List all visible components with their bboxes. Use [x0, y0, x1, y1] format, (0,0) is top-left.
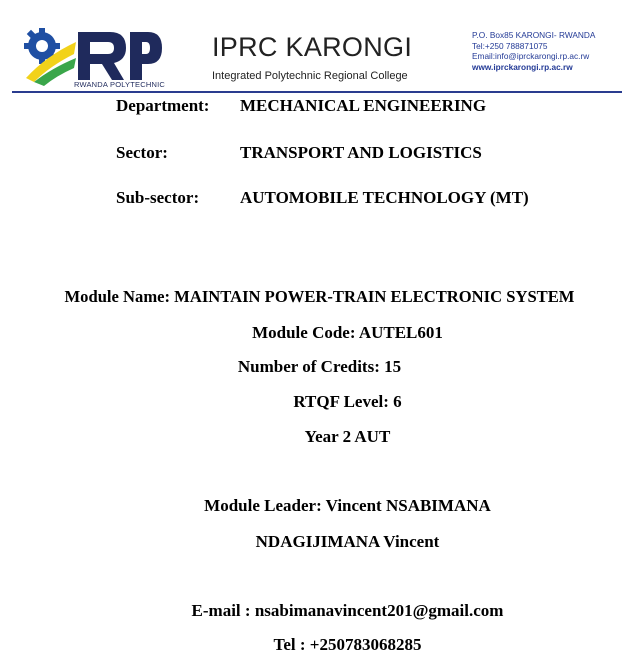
module-leader-second: NDAGIJIMANA Vincent — [255, 532, 440, 551]
module-leader: Module Leader: Vincent NSABIMANA — [204, 496, 491, 515]
logo-caption: RWANDA POLYTECHNIC — [74, 80, 165, 89]
institution-name: IPRC KARONGI — [212, 32, 413, 62]
department-label: Department: — [116, 96, 210, 115]
module-credits: Number of Credits: 15 — [237, 357, 402, 376]
department-value: MECHANICAL ENGINEERING — [240, 96, 487, 115]
institution-website: www.iprckarongi.rp.ac.rw — [472, 61, 573, 72]
institution-tel: Tel:+250 788871075 — [472, 40, 548, 51]
institution-full-name: Integrated Polytechnic Regional College — [212, 70, 408, 82]
sector-label: Sector: — [116, 143, 168, 162]
po-box: P.O. Box85 KARONGI- RWANDA — [472, 30, 596, 40]
subsector-value: AUTOMOBILE TECHNOLOGY (MT) — [240, 188, 529, 207]
letterhead — [0, 0, 639, 92]
institution-contact — [472, 30, 595, 72]
header-divider — [12, 91, 622, 93]
module-code: Module Code: AUTEL601 — [252, 323, 443, 342]
subsector-label: Sub-sector: — [116, 188, 200, 207]
module-name: Module Name: MAINTAIN POWER-TRAIN ELECTRONIC SYSTEM — [64, 287, 575, 306]
rtqf-level: RTQF Level: 6 — [293, 392, 402, 411]
module-year: Year 2 AUT — [304, 427, 391, 446]
institution-email: Email:info@iprckarongi.rp.ac.rw — [472, 51, 590, 61]
contact-email: E-mail : nsabimanavincent201@gmail.com — [191, 601, 504, 620]
contact-tel: Tel : +250783068285 — [273, 635, 422, 654]
sector-value: TRANSPORT AND LOGISTICS — [240, 143, 482, 162]
